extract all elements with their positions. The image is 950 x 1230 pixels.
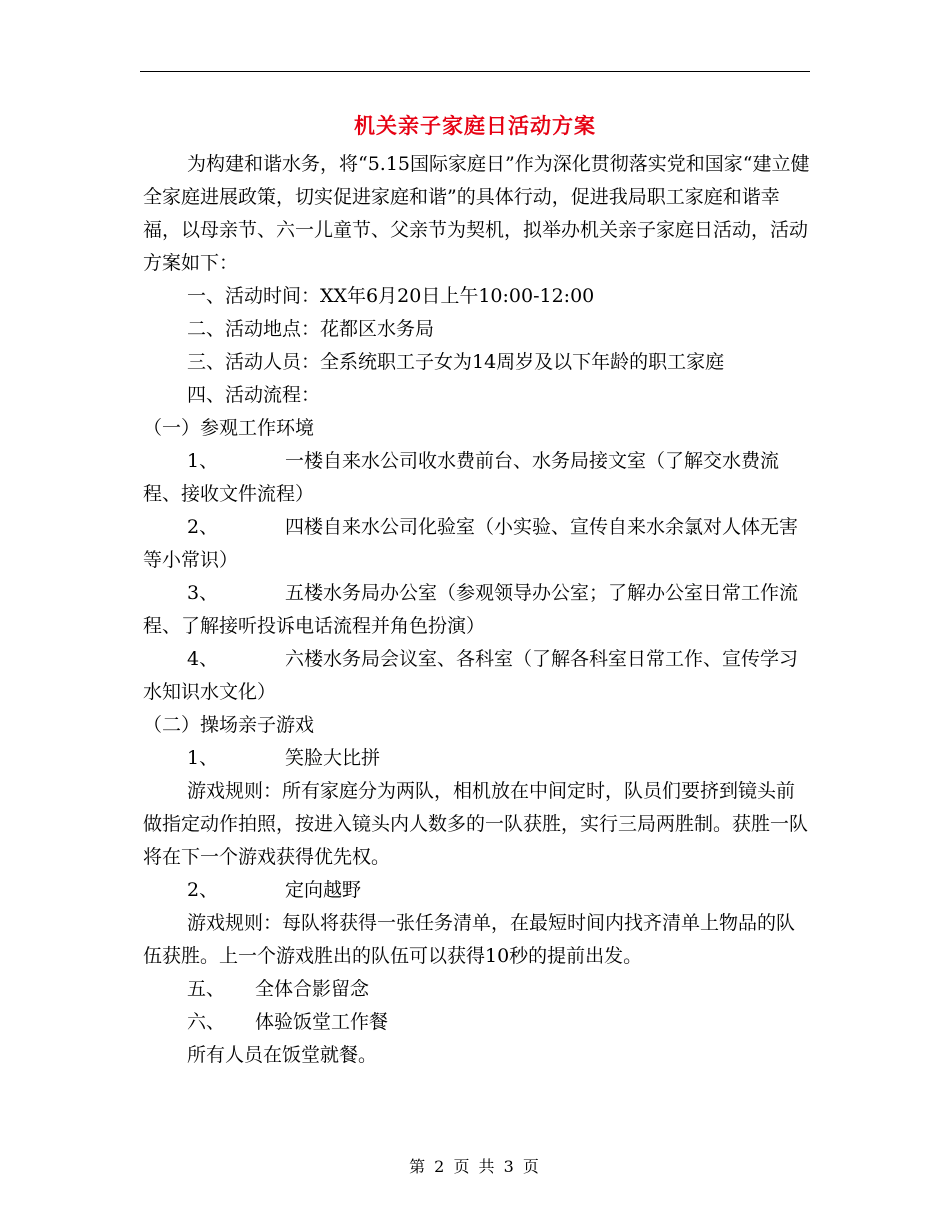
- page-footer: 第 2 页 共 3 页: [409, 1157, 541, 1176]
- section-number: 五、: [187, 978, 226, 1000]
- item-number: 2、: [187, 516, 219, 538]
- part1-item-1: [143, 445, 811, 511]
- section-five: [143, 973, 811, 1006]
- game1-rule: 游戏规则：所有家庭分为两队，相机放在中间定时，队员们要挤到镜头前做指定动作拍照，按进入镜头内人数多的一队获胜，实行三局两胜制。获胜一队将在下一个游戏获得优先权。: [143, 780, 809, 868]
- closing-sentence: 所有人员在饭堂就餐。: [187, 1044, 378, 1066]
- game1-title: [143, 742, 811, 775]
- game-number: 2、: [187, 879, 219, 901]
- document-body: [143, 148, 811, 1072]
- item-number: 4、: [187, 648, 219, 670]
- section-six: [143, 1006, 811, 1039]
- section-place: 二、活动地点：花都区水务局: [187, 318, 435, 340]
- part1-item-4: [143, 643, 811, 709]
- part2-heading: （二）操场亲子游戏: [143, 714, 315, 736]
- part1-heading: （一）参观工作环境: [143, 417, 315, 439]
- item-text: 六楼水务局会议室、各科室（了解各科室日常工作、宣传学习水知识水文化）: [143, 648, 799, 703]
- section-people: 三、活动人员：全系统职工子女为14周岁及以下年龄的职工家庭: [187, 351, 725, 373]
- section-text: 全体合影留念: [255, 978, 370, 1000]
- game2-title: [143, 874, 811, 907]
- item-text: 五楼水务局办公室（参观领导办公室；了解办公室日常工作流程、了解接听投诉电话流程并角色扮演）: [143, 582, 799, 637]
- part1-item-3: [143, 577, 811, 643]
- game2-rule: 游戏规则：每队将获得一张任务清单，在最短时间内找齐清单上物品的队伍获胜。上一个游戏胜出的队伍可以获得10秒的提前出发。: [143, 912, 796, 967]
- part1-item-2: [143, 511, 811, 577]
- section-number: 六、: [187, 1011, 226, 1033]
- item-number: 1、: [187, 450, 219, 472]
- game-name: 笑脸大比拼: [285, 747, 381, 769]
- document-title: 机关亲子家庭日活动方案: [354, 113, 596, 138]
- game-number: 1、: [187, 747, 219, 769]
- section-text: 体验饭堂工作餐: [255, 1011, 389, 1033]
- item-text: 四楼自来水公司化验室（小实验、宣传自来水余氯对人体无害等小常识）: [143, 516, 799, 571]
- intro-paragraph: 为构建和谐水务，将“5.15国际家庭日”作为深化贯彻落实党和国家“建立健全家庭进展政策，切实促进家庭和谐”的具体行动，促进我局职工家庭和谐幸福，以母亲节、六一儿童节、父亲节为契机，拟举办机关亲子家庭日活动，活动方案如下：: [143, 153, 810, 274]
- section-flow: 四、活动流程：: [187, 384, 321, 406]
- item-number: 3、: [187, 582, 219, 604]
- item-text: 一楼自来水公司收水费前台、水务局接文室（了解交水费流程、接收文件流程）: [143, 450, 780, 505]
- game-name: 定向越野: [285, 879, 362, 901]
- header-rule: [140, 71, 810, 72]
- section-time: 一、活动时间：XX年6月20日上午10:00-12:00: [187, 285, 595, 307]
